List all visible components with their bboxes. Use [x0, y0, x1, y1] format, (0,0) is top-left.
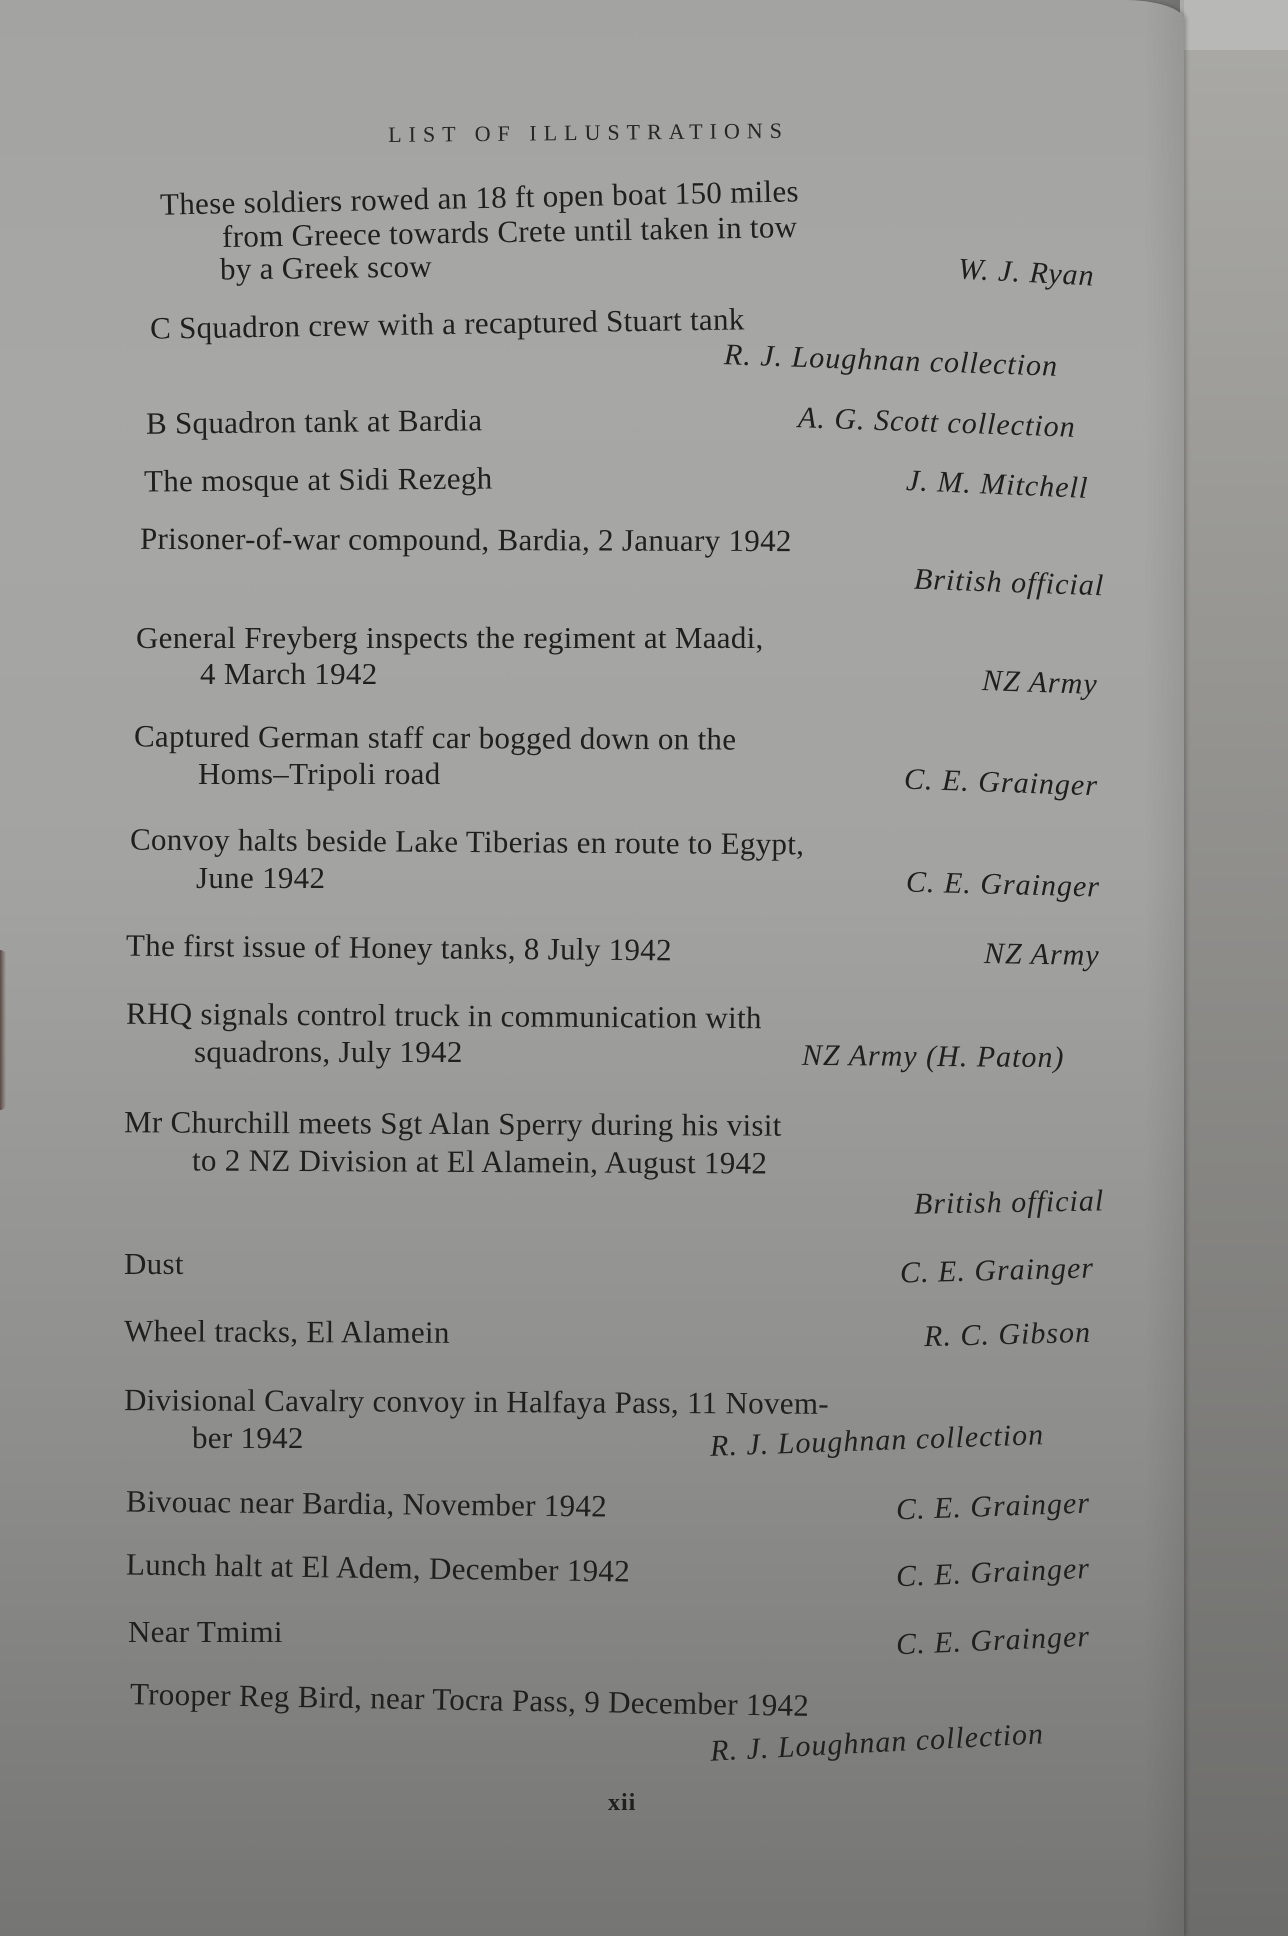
photo-credit: A. G. Scott collection: [797, 401, 1077, 444]
caption-line: These soldiers rowed an 18 ft open boat 150 miles: [159, 173, 800, 222]
running-head-text: LIST OF ILLUSTRATIONS: [388, 117, 790, 147]
photo-credit: C. E. Grainger: [895, 1551, 1091, 1594]
photo-credit: R. C. Gibson: [923, 1315, 1092, 1354]
photo-credit: C. E. Grainger: [895, 1486, 1091, 1527]
photo-credit: C. E. Grainger: [903, 762, 1099, 803]
caption-line: The mosque at Sidi Rezegh: [143, 460, 493, 499]
photo-credit: W. J. Ryan: [957, 252, 1096, 293]
caption-line: by a Greek scow: [219, 248, 433, 287]
photo-credit: J. M. Mitchell: [905, 464, 1089, 505]
photo-credit: C. E. Grainger: [905, 865, 1101, 904]
photo-credit: British official: [913, 1184, 1105, 1221]
caption-line: from Greece towards Crete until taken in tow: [221, 208, 798, 255]
photo-credit: C. E. Grainger: [895, 1619, 1091, 1662]
photo-credit: NZ Army: [983, 936, 1100, 973]
photo-credit: R. J. Loughnan collection: [709, 1717, 1045, 1768]
photo-credit: NZ Army: [981, 663, 1099, 702]
caption-line: General Freyberg inspects the regiment at Maadi,: [136, 620, 764, 655]
caption-line: Divisional Cavalry convoy in Halfaya Pass, 11 Novem-: [123, 1382, 830, 1421]
photo-credit: R. J. Loughnan collection: [709, 1418, 1045, 1463]
caption-line: The first issue of Honey tanks, 8 July 1942: [125, 927, 673, 968]
photo-credit: NZ Army (H. Paton): [801, 1038, 1065, 1075]
caption-line: squadrons, July 1942: [194, 1034, 463, 1069]
caption-line: Dust: [124, 1246, 184, 1281]
caption-line: B Squadron tank at Bardia: [145, 402, 483, 441]
photo-credit: C. E. Grainger: [899, 1251, 1095, 1290]
background-top: [1180, 0, 1288, 50]
caption-line: Bivouac near Bardia, November 1942: [125, 1483, 608, 1524]
caption-line: Wheel tracks, El Alamein: [123, 1313, 450, 1350]
caption-line: Homs–Tripoli road: [198, 756, 441, 791]
photo-credit: British official: [913, 562, 1105, 603]
caption-line: Prisoner-of-war compound, Bardia, 2 January 1942: [139, 520, 792, 559]
caption-line: Lunch halt at El Adem, December 1942: [125, 1546, 631, 1589]
page-number: xii: [608, 1790, 637, 1816]
caption-line: Captured German staff car bogged down on the: [133, 718, 737, 757]
photo-credit: R. J. Loughnan collection: [723, 338, 1059, 383]
caption-line: to 2 NZ Division at El Alamein, August 1942: [191, 1142, 768, 1181]
caption-line: Convoy halts beside Lake Tiberias en route to Egypt,: [129, 821, 805, 862]
caption-line: Near Tmimi: [128, 1614, 283, 1649]
caption-line: ber 1942: [192, 1420, 304, 1455]
caption-line: 4 March 1942: [200, 656, 378, 691]
caption-line: Trooper Reg Bird, near Tocra Pass, 9 December 1942: [129, 1676, 810, 1723]
caption-line: RHQ signals control truck in communication with: [125, 995, 762, 1036]
adjacent-page-edge: [1180, 50, 1288, 1936]
caption-line: Mr Churchill meets Sgt Alan Sperry during his visit: [123, 1104, 782, 1143]
caption-line: June 1942: [196, 860, 326, 895]
caption-line: C Squadron crew with a recaptured Stuart tank: [149, 301, 745, 346]
